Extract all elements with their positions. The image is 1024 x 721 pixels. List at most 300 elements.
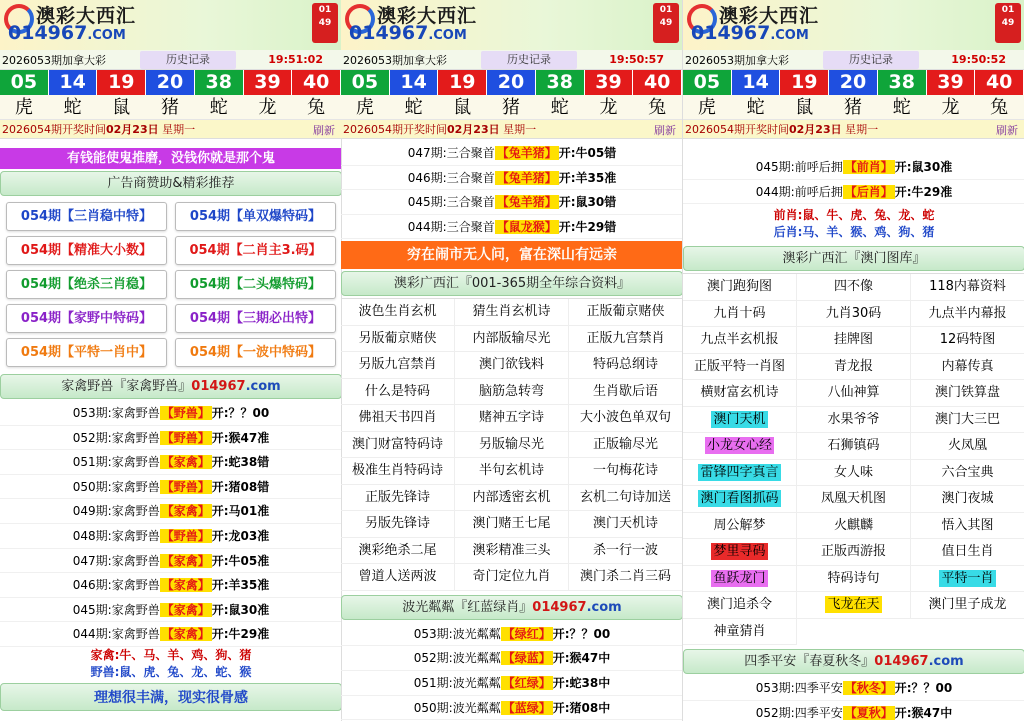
grid-link[interactable]: [683, 407, 797, 434]
grid-link-label: 澳门看图抓码: [700, 491, 779, 507]
grid-link-label: 雷锋四字真言: [700, 464, 779, 480]
list-item: [0, 622, 342, 647]
refresh-button[interactable]: 刷新: [654, 124, 676, 137]
item-result: 开:猪08中: [552, 700, 611, 715]
item-prediction: 【兔羊猪】: [496, 170, 557, 185]
result-zodiac: 蛇: [63, 97, 82, 118]
result-balls: [683, 70, 1024, 95]
item-period: 047期:家禽野兽: [72, 553, 160, 568]
grid-link[interactable]: [911, 566, 1024, 593]
grid-link[interactable]: [683, 513, 797, 540]
item-result: 开:？？00: [552, 626, 611, 641]
item-result: 开:牛29准: [211, 627, 270, 642]
current-issue: 2026053期加拿大彩: [685, 53, 789, 67]
logo-site: 014967.COM: [691, 22, 809, 44]
result-zodiac: 龙: [599, 97, 618, 118]
item-prediction: 【家禽】: [161, 455, 210, 470]
next-draw-bar: [341, 120, 682, 139]
grid-link[interactable]: [797, 539, 911, 566]
grid-link-label: 平特一肖: [941, 570, 994, 586]
grid-link[interactable]: [911, 327, 1024, 354]
grid-link[interactable]: [797, 486, 911, 513]
item-result: 开:蛇38中: [552, 676, 611, 691]
history-button[interactable]: 历史记录: [481, 51, 577, 69]
grid-link[interactable]: [797, 301, 911, 328]
list-item: [683, 676, 1024, 701]
grid-link-label: 水果爷爷: [827, 411, 880, 427]
result-zodiac: 虎: [14, 97, 33, 118]
item-result: 开:？？00: [894, 681, 953, 696]
section-title-jiaqin: 家禽野兽『家禽野兽』014967.com: [0, 374, 342, 399]
grid-link-label: 小龙女心经: [706, 438, 772, 454]
history-button[interactable]: 历史记录: [140, 51, 236, 69]
result-ball: 39: [585, 70, 633, 95]
grid-link[interactable]: [797, 433, 911, 460]
item-period: 050期:波光粼粼: [413, 700, 501, 715]
list-item: [341, 190, 683, 215]
refresh-button[interactable]: 刷新: [313, 124, 335, 137]
bottom-banner: 理想很丰满，现实很骨感: [0, 683, 342, 711]
grid-link[interactable]: 内部版输尽光: [455, 326, 569, 353]
grid-link[interactable]: 正版先锋诗: [341, 485, 455, 512]
result-ball: 39: [244, 70, 292, 95]
grid-link[interactable]: [797, 566, 911, 593]
grid-link[interactable]: [683, 460, 797, 487]
clock: 19:50:52: [951, 53, 1006, 66]
result-zodiac: 鼠: [112, 97, 131, 118]
result-ball: 05: [0, 70, 48, 95]
ad-link[interactable]: 054期【单双爆特码】: [175, 202, 336, 231]
grid-link-label: 横财富玄机诗: [700, 385, 779, 401]
grid-link[interactable]: 猜生肖玄机诗: [455, 299, 569, 326]
grid-link-label: 八仙神算: [827, 385, 880, 401]
grid-link[interactable]: [911, 380, 1024, 407]
gallery-links-grid: [683, 273, 1024, 645]
grid-link[interactable]: 赌神五字诗: [455, 405, 569, 432]
section-title-annual: 澳彩广西汇『001-365期全年综合资料』: [341, 271, 683, 296]
logo-site: 014967.COM: [349, 22, 467, 44]
item-result: 开:猴47中: [552, 651, 611, 666]
list-item: [0, 426, 342, 451]
item-prediction: 【后肖】: [844, 184, 893, 199]
grid-link[interactable]: 佛祖天书四肖: [341, 405, 455, 432]
item-result: 开:蛇38错: [211, 455, 270, 470]
item-prediction: 【前肖】: [844, 160, 893, 174]
section-title-boguang: 波光粼粼『红蓝绿肖』014967.com: [341, 595, 683, 620]
grid-link[interactable]: 曾道人送两波: [341, 564, 455, 591]
jiaqin-list: [0, 401, 342, 647]
item-period: 045期:三合聚首: [407, 195, 495, 210]
grid-link[interactable]: 特码总纲诗: [569, 352, 683, 379]
annual-links-grid: [341, 298, 683, 591]
item-period: 051期:家禽野兽: [72, 455, 160, 470]
ad-link[interactable]: 054期【绝杀三肖稳】: [6, 270, 167, 299]
result-ball: 38: [878, 70, 926, 95]
column-middle: [341, 0, 683, 721]
item-prediction: 【兔羊猪】: [496, 146, 557, 160]
item-result: 开:鼠30准: [211, 602, 270, 617]
result-ball: 40: [975, 70, 1023, 95]
grid-link[interactable]: [797, 354, 911, 381]
result-zodiac: 兔: [648, 97, 667, 118]
item-prediction: 【秋冬】: [844, 681, 893, 696]
item-prediction: 【蓝绿】: [502, 700, 551, 715]
grid-link[interactable]: 澳门杀二肖三码: [569, 564, 683, 591]
item-period: 053期:家禽野兽: [72, 406, 160, 420]
next-draw-text: 2026054期开奖时间02月23日 星期一: [343, 123, 537, 136]
list-item: [0, 401, 342, 426]
item-period: 048期:家禽野兽: [72, 528, 160, 543]
summary-hou: 后肖:马、羊、猴、鸡、狗、猪: [773, 225, 935, 240]
item-prediction: 【家禽】: [161, 553, 210, 568]
result-ball: 05: [341, 70, 389, 95]
result-ball: 19: [97, 70, 145, 95]
grid-link-label: 女人味: [833, 464, 873, 480]
grid-link[interactable]: [797, 274, 911, 301]
grid-link-label: 12码特图: [939, 332, 996, 348]
grid-link[interactable]: [797, 380, 911, 407]
result-ball: 14: [732, 70, 780, 95]
grid-link-label: 值日生肖: [941, 544, 994, 560]
item-prediction: 【鼠龙猴】: [496, 219, 557, 234]
grid-link-label: 挂牌图: [833, 332, 873, 348]
grid-link[interactable]: [911, 460, 1024, 487]
grid-link[interactable]: [797, 460, 911, 487]
grid-link[interactable]: [683, 274, 797, 301]
result-balls: [341, 70, 682, 95]
grid-link[interactable]: 大小波色单双句: [569, 405, 683, 432]
grid-link[interactable]: [683, 539, 797, 566]
summary-jiaqin: 家禽:牛、马、羊、鸡、狗、猪: [90, 647, 252, 662]
result-zodiac: 蛇: [209, 97, 228, 118]
grid-link-label: 澳门天机: [713, 411, 766, 427]
grid-link[interactable]: [683, 354, 797, 381]
grid-link-label: 鱼跃龙门: [713, 570, 766, 586]
result-ball: 19: [438, 70, 486, 95]
item-prediction: 【家禽】: [161, 504, 210, 519]
item-prediction: 【野兽】: [161, 479, 210, 494]
grid-link-label: 青龙报: [833, 358, 873, 374]
result-zodiac: 龙: [258, 97, 277, 118]
grid-link[interactable]: 奇门定位九肖: [455, 564, 569, 591]
grid-link[interactable]: [683, 433, 797, 460]
logo-title: 澳彩大西汇: [36, 5, 137, 27]
grid-link-label: 凤凰天机图: [820, 491, 886, 507]
grid-link-label: 九点半内幕报: [928, 305, 1007, 321]
item-period: 047期:三合聚首: [407, 146, 495, 160]
grid-link[interactable]: 另版先锋诗: [341, 511, 455, 538]
item-result: 开:羊35准: [211, 578, 270, 593]
result-ball: 14: [390, 70, 438, 95]
list-item: [341, 646, 683, 671]
middle-content: [341, 141, 683, 720]
grid-link-label: 澳门夜城: [941, 491, 994, 507]
result-zodiacs: [341, 95, 682, 120]
grid-link[interactable]: [797, 407, 911, 434]
grid-link[interactable]: [683, 566, 797, 593]
item-prediction: 【绿蓝】: [502, 651, 551, 666]
grid-link[interactable]: [797, 513, 911, 540]
site-logo[interactable]: [0, 0, 341, 50]
grid-link[interactable]: 脑筋急转弯: [455, 379, 569, 406]
issue-bar: [341, 50, 682, 70]
item-result: 开:猴47准: [211, 430, 270, 445]
list-item: [0, 499, 342, 524]
result-zodiac: 猪: [161, 97, 180, 118]
grid-link[interactable]: [797, 327, 911, 354]
summary-qian: 前肖:鼠、牛、虎、兔、龙、蛇: [773, 208, 935, 223]
item-prediction: 【夏秋】: [844, 705, 893, 720]
grid-link[interactable]: 正版九宫禁肖: [569, 326, 683, 353]
result-ball: 38: [536, 70, 584, 95]
item-prediction: 【野兽】: [161, 406, 210, 420]
item-period: 053期:波光粼粼: [413, 626, 501, 641]
top-banner: 有钱能使鬼推磨，没钱你就是那个鬼: [0, 148, 342, 169]
grid-link-label: 九肖十码: [713, 305, 766, 321]
logo-site: 014967.COM: [8, 22, 126, 44]
result-ball: 40: [633, 70, 681, 95]
result-zodiacs: [683, 95, 1024, 120]
grid-link-label: 澳门大三巴: [934, 411, 1000, 427]
item-result: 开:马01准: [211, 504, 270, 519]
item-result: 开:牛29错: [558, 219, 617, 234]
grid-link-label: 九点半玄机报: [700, 332, 779, 348]
grid-link-label: 飞龙在天: [827, 597, 880, 613]
result-balls: [0, 70, 341, 95]
grid-link-label: 正版西游报: [820, 544, 886, 560]
list-item: [0, 524, 342, 549]
result-ball: 40: [292, 70, 340, 95]
grid-link[interactable]: 一句梅花诗: [569, 458, 683, 485]
grid-link[interactable]: [911, 486, 1024, 513]
list-item: [0, 450, 342, 475]
ad-link[interactable]: 054期【二头爆特码】: [175, 270, 336, 299]
item-period: 052期:波光粼粼: [413, 651, 501, 666]
grid-link[interactable]: [911, 433, 1024, 460]
clock: 19:51:02: [268, 53, 323, 66]
ads-section-title: 广告商赞助&精彩推荐: [0, 171, 342, 196]
grid-link[interactable]: 杀一行一波: [569, 538, 683, 565]
list-item: [0, 549, 342, 574]
result-zodiac: 兔: [307, 97, 326, 118]
summary-yeshou: 野兽:鼠、虎、兔、龙、蛇、猴: [90, 664, 252, 679]
next-draw-text: 2026054期开奖时间02月23日 星期一: [685, 123, 879, 136]
result-zodiac: 蛇: [550, 97, 569, 118]
result-ball: 39: [927, 70, 975, 95]
grid-link[interactable]: [683, 592, 797, 619]
next-draw-text: 2026054期开奖时间02月23日 星期一: [2, 123, 196, 136]
grid-link[interactable]: [683, 327, 797, 354]
logo-title: 澳彩大西汇: [719, 5, 820, 27]
grid-link[interactable]: 波色生肖玄机: [341, 299, 455, 326]
result-ball: 38: [195, 70, 243, 95]
grid-link-label: 澳门跑狗图: [706, 279, 772, 295]
item-period: 049期:家禽野兽: [72, 504, 160, 519]
grid-link[interactable]: 极准生肖特码诗: [341, 458, 455, 485]
official-badge[interactable]: 01 49: [312, 3, 338, 43]
grid-link-label: 118内幕资料: [929, 279, 1006, 295]
item-result: 开:牛05错: [558, 146, 617, 160]
grid-link[interactable]: [911, 513, 1024, 540]
refresh-button[interactable]: 刷新: [996, 124, 1018, 137]
item-period: 045期:家禽野兽: [72, 602, 160, 617]
boguang-list: [341, 622, 683, 720]
left-content: [0, 148, 342, 713]
item-period: 052期:家禽野兽: [72, 430, 160, 445]
result-zodiac: 鼠: [795, 97, 814, 118]
grid-link-label: 澳门追杀令: [706, 597, 772, 613]
result-zodiac: 猪: [844, 97, 863, 118]
middle-banner: 穷在闹市无人问，富在深山有远亲: [341, 241, 683, 269]
grid-link[interactable]: 澳门财富特码诗: [341, 432, 455, 459]
item-prediction: 【家禽】: [161, 602, 210, 617]
history-button[interactable]: 历史记录: [823, 51, 919, 69]
column-right: [683, 0, 1024, 721]
grid-link-label: 特码诗句: [827, 570, 880, 586]
grid-link[interactable]: 另版输尽光: [455, 432, 569, 459]
grid-link[interactable]: 正版输尽光: [569, 432, 683, 459]
issue-bar: [683, 50, 1024, 70]
grid-link[interactable]: [683, 380, 797, 407]
result-zodiacs: [0, 95, 341, 120]
grid-link-label: 澳门铁算盘: [934, 385, 1000, 401]
item-result: 开:猴47中: [894, 705, 953, 720]
clock: 19:50:57: [609, 53, 664, 66]
item-period: 053期:四季平安: [755, 681, 843, 696]
item-period: 046期:三合聚首: [407, 170, 495, 185]
item-prediction: 【红绿】: [502, 676, 551, 691]
result-zodiac: 蛇: [404, 97, 423, 118]
grid-link-label: 内幕传真: [941, 358, 994, 374]
item-prediction: 【家禽】: [161, 627, 210, 642]
grid-link[interactable]: 半句玄机诗: [455, 458, 569, 485]
grid-link[interactable]: 澳彩精准三头: [455, 538, 569, 565]
result-zodiac: 虎: [355, 97, 374, 118]
grid-link-label: 六合宝典: [941, 464, 994, 480]
item-result: 开:牛29准: [894, 184, 953, 199]
grid-link[interactable]: 正版葡京赌侠: [569, 299, 683, 326]
item-period: 052期:四季平安: [755, 705, 843, 720]
qianhu-list: [683, 155, 1024, 204]
grid-link[interactable]: 澳门天机诗: [569, 511, 683, 538]
site-logo[interactable]: [683, 0, 1024, 50]
current-issue: 2026053期加拿大彩: [2, 53, 106, 67]
result-zodiac: 猪: [502, 97, 521, 118]
grid-link[interactable]: 另版葡京赌侠: [341, 326, 455, 353]
grid-link[interactable]: 玄机二句诗加送: [569, 485, 683, 512]
result-ball: 20: [829, 70, 877, 95]
issue-bar: [0, 50, 341, 70]
grid-link-label: 火凤凰: [947, 438, 987, 454]
result-zodiac: 龙: [941, 97, 960, 118]
item-result: 开:龙03准: [211, 528, 270, 543]
grid-link-label: 澳门里子成龙: [928, 597, 1007, 613]
grid-link[interactable]: 内部透密玄机: [455, 485, 569, 512]
grid-link[interactable]: [683, 619, 797, 646]
grid-link[interactable]: 澳门赌王七尾: [455, 511, 569, 538]
item-prediction: 【野兽】: [161, 430, 210, 445]
list-item: [683, 701, 1024, 721]
ad-link[interactable]: 054期【二肖主3.码】: [175, 236, 336, 265]
list-item: [0, 475, 342, 500]
current-issue: 2026053期加拿大彩: [343, 53, 447, 67]
grid-link-label: 周公解梦: [713, 517, 766, 533]
list-item: [341, 215, 683, 240]
list-item: [341, 671, 683, 696]
ad-link[interactable]: 054期【三期必出特】: [175, 304, 336, 333]
grid-link[interactable]: [911, 274, 1024, 301]
grid-link[interactable]: [911, 592, 1024, 619]
grid-link[interactable]: [683, 301, 797, 328]
grid-link[interactable]: [911, 407, 1024, 434]
grid-link-label: 九肖30码: [825, 305, 882, 321]
grid-link-label: 火麒麟: [833, 517, 873, 533]
grid-link[interactable]: 澳门欲钱料: [455, 352, 569, 379]
item-result: 开:牛05准: [211, 553, 270, 568]
logo-title: 澳彩大西汇: [377, 5, 478, 27]
ad-link[interactable]: 054期【家野中特码】: [6, 304, 167, 333]
item-prediction: 【野兽】: [161, 528, 210, 543]
list-item: [341, 166, 683, 191]
list-item: [0, 573, 342, 598]
list-item: [341, 696, 683, 721]
grid-link[interactable]: 生肖歇后语: [569, 379, 683, 406]
item-period: 044期:前呼后拥: [755, 184, 843, 199]
item-period: 051期:波光粼粼: [413, 676, 501, 691]
site-logo[interactable]: [341, 0, 682, 50]
grid-link[interactable]: [911, 354, 1024, 381]
list-item: [341, 141, 683, 166]
grid-link[interactable]: [911, 301, 1024, 328]
item-result: 开:猪08错: [211, 479, 270, 494]
grid-link[interactable]: [683, 486, 797, 513]
official-badge[interactable]: 01 49: [995, 3, 1021, 43]
official-badge[interactable]: 01 49: [653, 3, 679, 43]
result-ball: 14: [49, 70, 97, 95]
item-result: 开:？？00: [211, 406, 270, 420]
grid-link[interactable]: [911, 539, 1024, 566]
grid-link-label: 四不像: [833, 279, 873, 295]
ad-link[interactable]: 054期【三肖稳中特】: [6, 202, 167, 231]
grid-link-label: 神童猜肖: [713, 623, 766, 639]
grid-link[interactable]: 什么是特码: [341, 379, 455, 406]
result-zodiac: 虎: [697, 97, 716, 118]
ad-link[interactable]: 054期【一波中特码】: [175, 338, 336, 367]
ad-link[interactable]: 054期【平特一肖中】: [6, 338, 167, 367]
section-title-siji: 四季平安『春夏秋冬』014967.com: [683, 649, 1024, 674]
item-result: 开:鼠30错: [558, 195, 617, 210]
result-ball: 20: [487, 70, 535, 95]
grid-link[interactable]: 澳彩绝杀二尾: [341, 538, 455, 565]
result-zodiac: 兔: [990, 97, 1009, 118]
grid-link[interactable]: [797, 592, 911, 619]
grid-link-label: 悟入其图: [941, 517, 994, 533]
result-ball: 05: [683, 70, 731, 95]
ad-link[interactable]: 054期【精准大小数】: [6, 236, 167, 265]
item-period: 046期:家禽野兽: [72, 578, 160, 593]
item-result: 开:鼠30准: [894, 160, 953, 174]
result-zodiac: 蛇: [892, 97, 911, 118]
section-title-gallery: 澳彩广西汇『澳门图库』: [683, 246, 1024, 271]
grid-link-label: 梦里寻码: [713, 544, 766, 560]
right-content: [683, 155, 1024, 721]
item-prediction: 【兔羊猪】: [496, 195, 557, 210]
grid-link[interactable]: 另版九宫禁肖: [341, 352, 455, 379]
result-zodiac: 蛇: [746, 97, 765, 118]
item-period: 045期:前呼后拥: [755, 160, 843, 174]
list-item: [683, 155, 1024, 180]
sanhe-list: [341, 141, 683, 239]
